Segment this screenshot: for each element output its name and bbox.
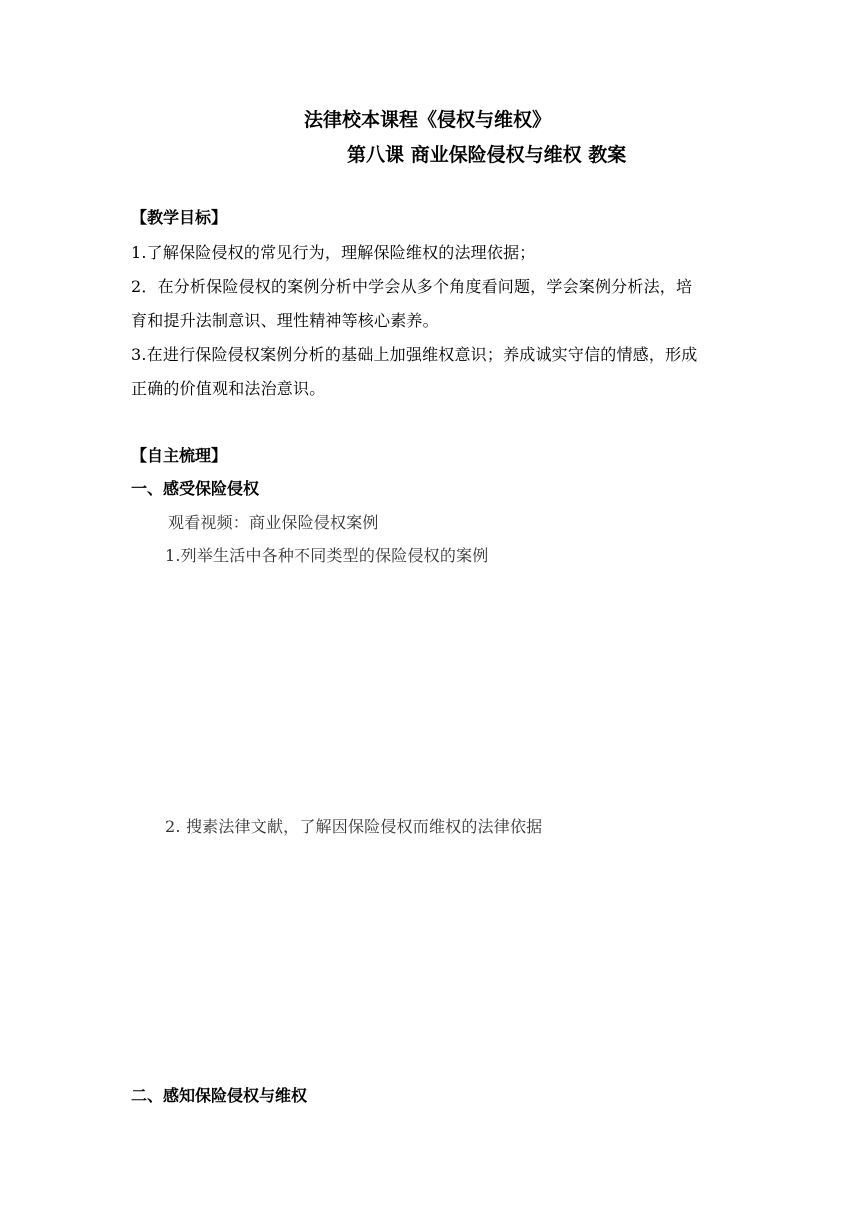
goal-item-2-cont: 育和提升法制意识、理性精神等核心素养。 [131,311,439,330]
goal-item-3-cont: 正确的价值观和法治意识。 [131,379,326,398]
task-1: 1.列举生活中各种不同类型的保险侵权的案例 [165,546,489,565]
part2-heading: 二、感知保险侵权与维权 [131,1086,308,1105]
goal-item-1: 1.了解保险侵权的常见行为，理解保险维权的法理依据； [131,243,536,262]
part1-heading: 一、感受保险侵权 [131,479,260,498]
video-instruction: 观看视频：商业保险侵权案例 [168,513,379,532]
task-2: 2. 搜素法律文献，了解因保险侵权而维权的法律依据 [165,817,543,836]
goals-heading: 【教学目标】 [131,208,228,227]
goal-item-2: 2．在分析保险侵权的案例分析中学会从多个角度看问题，学会案例分析法，培 [131,277,693,296]
lesson-title: 第八课 商业保险侵权与维权 教案 [347,144,627,166]
document-title: 法律校本课程《侵权与维权》 [304,109,552,131]
goal-item-3: 3.在进行保险侵权案例分析的基础上加强维权意识；养成诚实守信的情感，形成 [131,345,698,364]
self-study-heading: 【自主梳理】 [131,446,228,465]
